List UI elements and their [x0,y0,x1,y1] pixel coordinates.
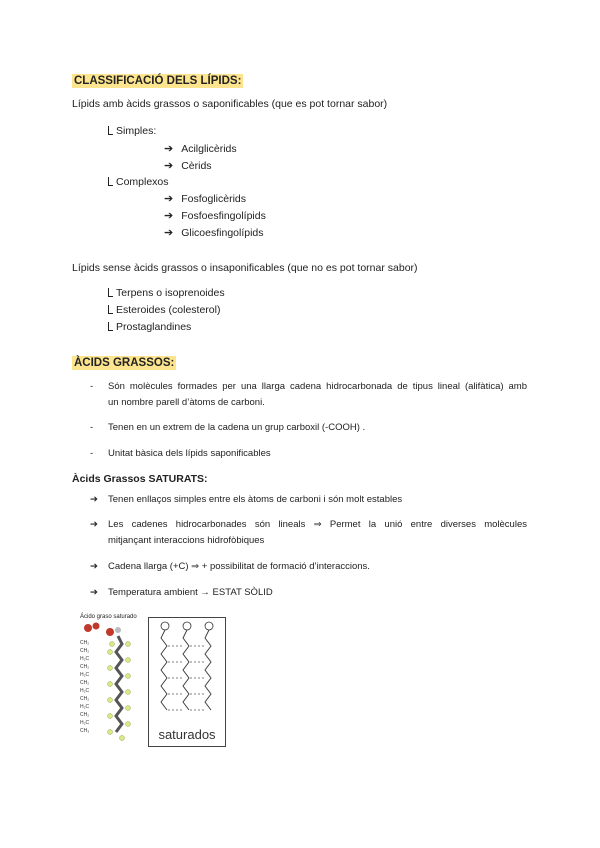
chain-label: H₂C [80,704,90,710]
chain-label: CH₂ [80,640,90,646]
chain-label: CH₂ [80,712,90,718]
saturated-point: Temperatura ambient → ESTAT SÒLID [108,587,273,598]
figure-box-caption: saturados [158,727,216,742]
complexos-label: Complexos [108,176,169,188]
acid-point: Unitat bàsica dels lípids saponificables [108,448,271,459]
arrow-icon: ➔ [164,227,174,239]
arrow-icon: ➔ [164,143,174,155]
acid-point-continued: un nombre parell d’àtoms de carboni. [108,397,265,408]
oxygen-atom-icon [84,624,92,632]
list-item: ➔ Fosfoglicèrids [164,193,246,205]
dash-bullet: - [90,381,94,392]
chain-label: CH₂ [80,696,90,702]
list-item: Esteroides (colesterol) [108,304,220,316]
list-item: ➔ Fosfoesfingolípids [164,210,266,222]
chain-label: H₂C [80,720,90,726]
insaponifiable-intro: Lípids sense àcids grassos o insaponificables (que no es pot tornar sabor) [72,262,418,274]
subitem-corner-icon [108,305,113,314]
saturated-point-continued: mitjançant interaccions hidrofòbiques [108,535,265,546]
chain-label: CH₂ [80,648,90,654]
carbon-chain [116,636,122,732]
list-item: Terpens o isoprenoides [108,287,225,299]
chain-label: H₂C [80,688,90,694]
saturated-point: Cadena llarga (+C) ⇒ + possibilitat de formació d’interaccions. [108,561,370,572]
figure-caption: Ácido graso saturado [80,614,137,620]
arrow-icon: ➔ [90,494,98,505]
fatty-acid-molecule-figure [78,622,144,746]
oxygen-atom-icon [106,628,114,636]
saturated-point: Tenen enllaços simples entre els àtoms de carboni i són molt estables [108,494,403,505]
arrow-icon: ➔ [90,587,98,598]
saturated-heading: Àcids Grassos SATURATS: [72,473,208,485]
acid-point: Són molècules formades per una llarga cadena hidrocarbonada de tipus lineal (alifàtica) amb [108,381,527,392]
arrow-icon: ➔ [164,193,174,205]
subitem-corner-icon [108,177,113,186]
arrow-icon: ➔ [90,561,98,572]
heading-lipid-classification: CLASSIFICACIÓ DELS LÍPIDS: [74,75,242,87]
hydrogen-atom-icon [115,627,121,633]
heading-fatty-acids: ÀCIDS GRASSOS: [74,357,175,369]
list-item: ➔ Cèrids [164,160,212,172]
dash-bullet: - [90,448,94,459]
chain-label: CH₂ [80,664,90,670]
saponifiable-intro: Lípids amb àcids grassos o saponificables (que es pot tornar sabor) [72,98,388,110]
dash-bullet: - [90,422,94,433]
chain-label: H₂C [80,656,90,662]
subitem-corner-icon [108,288,113,297]
oxygen-atom-icon [93,623,100,630]
subitem-corner-icon [108,322,113,331]
subitem-corner-icon [108,126,113,135]
arrow-icon: ➔ [90,519,98,530]
list-item: ➔ Glicoesfingolípids [164,227,264,239]
list-item: Prostaglandines [108,321,191,333]
acid-point: Tenen en un extrem de la cadena un grup carboxil (-COOH) . [108,422,366,433]
arrow-icon: ➔ [164,160,174,172]
arrow-icon: ➔ [164,210,174,222]
saturated-packing-figure [148,617,226,747]
saturated-point: Les cadenes hidrocarbonades són lineals ⇒ Permet la unió entre diverses molècules [108,519,527,530]
chain-label: H₂C [80,672,90,678]
chain-label: CH₂ [80,680,90,686]
list-item: ➔ Acilglicèrids [164,143,237,155]
simples-label: Simples: [108,125,156,137]
packed-chains-diagram [149,618,225,722]
chain-label: CH₃ [80,728,90,734]
